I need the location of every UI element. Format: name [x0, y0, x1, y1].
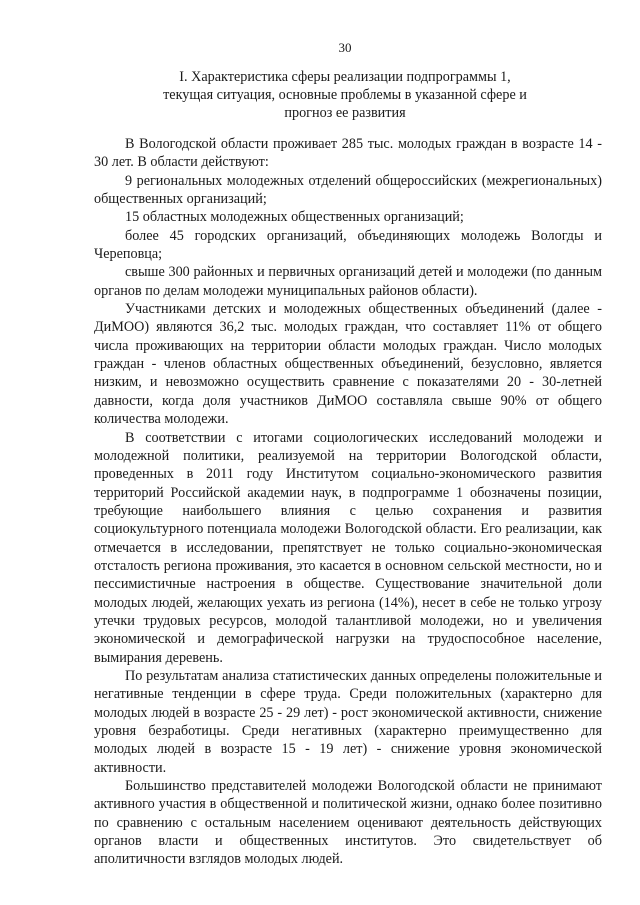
- paragraph-regional-branches: 9 региональных молодежных отделений общероссийских (межрегиональных) общественных организаций;: [94, 172, 602, 208]
- paragraph-political-participation: Большинство представителей молодежи Вологодской области не принимают активного участия в общественной и политической жизни, однако более позитивно по сравнению с остальным населением оценивают деятельность действующих органов власти и общественных институтов. Это свидетельствует об аполитичности взглядов молодых людей.: [94, 778, 602, 868]
- paragraph-oblast-organizations: 15 областных молодежных общественных организаций;: [125, 209, 464, 226]
- paragraph-labor-trends: По результатам анализа статистических данных определены положительные и негативные тенденции в сфере труда. Среди положительных (характерно для молодых людей в возрасте 25 - 29 лет) - рост экономической активности, снижение уровня безработицы. Среди негативных (характерно преимущественно для молодых людей в возрасте 15 - 19 лет) - снижение уровня экономической активности.: [94, 667, 602, 776]
- paragraph-sociological-research: В соответствии с итогами социологических исследований молодежи и молодежной политики, реализуемой на территории Вологодской области, проведенных в 2011 году Институтом социально-экономического развития территорий Российской академии наук, в подпрограмме 1 обозначены позиции, требующие наибольшего влияния с целью сохранения и развития социокультурного потенциала молодежи Вологодской области. Его реализации, как отмечается в исследовании, препятствует не только социально-экономическая отсталость региона проживания, это касается в основном сельской местности, но и пессимистичные настроения в обществе. Существование значительной доли молодых людей, желающих уехать из региона (14%), несет в себе не только угрозу утечки трудовых ресурсов, молодой талантливой молодежи, но и увеличения экономической и демографической нагрузки на трудоспособное население, вымирания деревень.: [94, 429, 602, 666]
- section-heading: I. Характеристика сферы реализации подпрограммы 1, текущая ситуация, основные проблемы в указанной сфере и прогноз ее развития: [163, 69, 527, 122]
- page-number: 30: [338, 40, 352, 55]
- paragraph-population: В Вологодской области проживает 285 тыс. молодых граждан в возрасте 14 - 30 лет. В области действуют:: [94, 136, 602, 171]
- paragraph-district-organizations: свыше 300 районных и первичных организаций детей и молодежи (по данным органов по делам молодежи муниципальных районов области).: [94, 264, 602, 299]
- paragraph-city-organizations: более 45 городских организаций, объединяющих молодежь Вологды и Череповца;: [94, 227, 602, 263]
- body-text: [94, 135, 602, 869]
- paragraph-dimoo-participants: Участниками детских и молодежных общественных объединений (далее - ДиМОО) являются 36,2 тыс. молодых граждан, что составляет 11% от общего числа проживающих на территории области молодых граждан. Число молодых граждан - членов областных общественных объединений, безусловно, является низким, и невозможно осуществить сравнение с показателями 20 - 30-летней давности, когда доля участников ДиМОО составляла свыше 90% от общего количества молодежи.: [94, 301, 602, 428]
